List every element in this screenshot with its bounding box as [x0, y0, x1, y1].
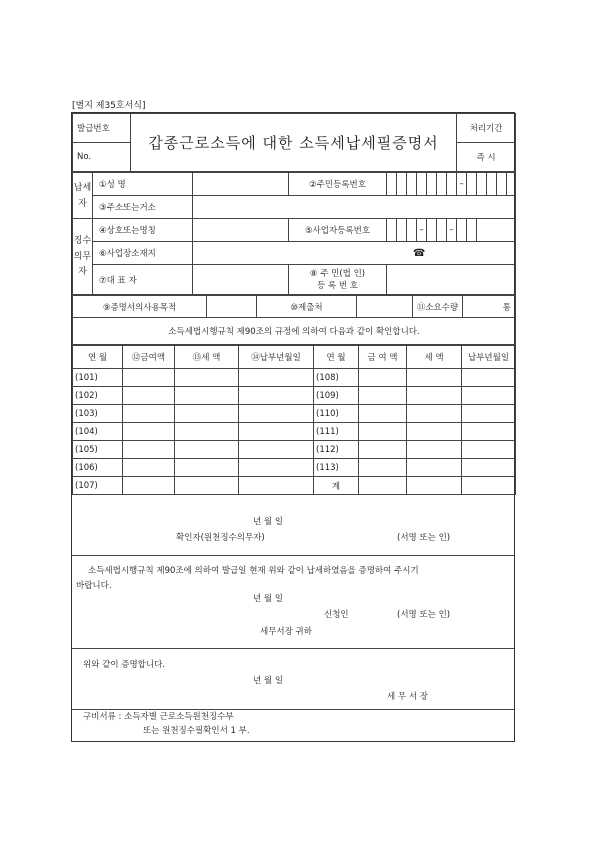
payment-header-5: 금 여 액: [359, 346, 407, 369]
request-text-line1: 소득세법시행규칙 제90조에 의하여 발급일 현재 위와 같이 납세하였음을 증명하여 주시기: [88, 566, 419, 576]
business-location-field[interactable]: [193, 242, 516, 265]
payment-cell[interactable]: [407, 369, 462, 387]
attachments-line1: 구비서류 : 소득자별 근로소득원천징수부: [83, 712, 234, 722]
applicant-label: 신청인: [324, 610, 349, 620]
certificate-form: [71, 112, 515, 742]
payment-cell[interactable]: [123, 387, 175, 405]
form-title: 갑종근로소득에 대한 소득세납세필증명서: [131, 114, 457, 172]
processing-period-label: 처리기간: [457, 114, 516, 143]
company-name-field[interactable]: [193, 219, 289, 242]
row-code-left: (103): [73, 405, 123, 423]
payment-cell[interactable]: [359, 405, 407, 423]
row-code-left: (104): [73, 423, 123, 441]
payment-cell[interactable]: [175, 459, 239, 477]
quantity-unit: 통: [502, 302, 511, 313]
payment-cell[interactable]: [175, 423, 239, 441]
address-label: ③주소또는거소: [93, 196, 193, 219]
payment-cell[interactable]: [359, 459, 407, 477]
payment-cell[interactable]: [123, 441, 175, 459]
payment-cell[interactable]: [239, 405, 314, 423]
row-code-right: (112): [314, 441, 359, 459]
payment-header-6: 세 액: [407, 346, 462, 369]
table-row: [73, 405, 516, 423]
business-number-field[interactable]: – –: [387, 219, 516, 242]
payment-cell[interactable]: [175, 387, 239, 405]
rrn-label: ②주민등록번호: [289, 173, 387, 196]
payment-cell[interactable]: [175, 405, 239, 423]
payment-cell[interactable]: [123, 423, 175, 441]
request-block: [72, 556, 514, 649]
request-text-line2: 바랍니다.: [76, 581, 112, 591]
processing-period-value: 즉 시: [457, 143, 516, 172]
form-header: [72, 113, 516, 172]
tax-office-head: 세 무 서 장: [387, 692, 428, 702]
payment-cell[interactable]: [462, 405, 516, 423]
row-code-right: (109): [314, 387, 359, 405]
representative-rrn-label: ⑧ 주 민(법 인) 등 록 번 호: [289, 265, 387, 295]
row-code-left: (105): [73, 441, 123, 459]
payment-header-0: 연 월: [73, 346, 123, 369]
payment-cell[interactable]: [123, 405, 175, 423]
payment-cell[interactable]: [359, 423, 407, 441]
row-code-right: (111): [314, 423, 359, 441]
confirmer-block: [72, 509, 514, 556]
withholder-side-label: 징수의무자: [73, 219, 93, 295]
request-addressee: 세무서장 귀하: [260, 627, 312, 637]
payment-cell[interactable]: [407, 477, 462, 495]
confirmer-sign: (서명 또는 인): [397, 533, 451, 543]
payment-header-1: ⑫금여액: [123, 346, 175, 369]
row-code-right: 계: [314, 477, 359, 495]
payment-cell[interactable]: [462, 387, 516, 405]
quantity-label: ⑪소요수량: [413, 296, 463, 318]
representative-label: ⑦대 표 자: [93, 265, 193, 295]
taxpayer-side-label: 납세자: [73, 173, 93, 219]
parties-table: [72, 172, 516, 295]
rrn-field[interactable]: –: [387, 173, 516, 196]
payment-cell[interactable]: [407, 441, 462, 459]
submit-to-field[interactable]: [357, 296, 413, 318]
issue-number-label: 발급번호: [73, 114, 131, 143]
payment-cell[interactable]: [462, 459, 516, 477]
request-date: 년 월 일: [253, 594, 284, 604]
payment-header-2: ⑬세 액: [175, 346, 239, 369]
table-row: [73, 387, 516, 405]
row-code-right: (108): [314, 369, 359, 387]
payment-cell[interactable]: [462, 369, 516, 387]
company-name-label: ④상호또는명칭: [93, 219, 193, 242]
row-code-left: (106): [73, 459, 123, 477]
business-location-label: ⑥사업장소재지: [93, 242, 193, 265]
payment-cell[interactable]: [239, 423, 314, 441]
payment-header-3: ⑭납부년월일: [239, 346, 314, 369]
address-field[interactable]: [193, 196, 516, 219]
table-row: [73, 423, 516, 441]
name-label: ①성 명: [93, 173, 193, 196]
confirmer-label: 확인자(원천징수의무자): [176, 533, 265, 543]
payment-header-7: 납부년월일: [462, 346, 516, 369]
purpose-label: ⑨증명서의사용목적: [73, 296, 207, 318]
attachments-block: [72, 710, 514, 741]
payment-cell[interactable]: [462, 477, 516, 495]
payment-cell[interactable]: [359, 369, 407, 387]
representative-rrn-field[interactable]: [387, 265, 516, 295]
payment-table: [72, 345, 516, 495]
row-code-left: (107): [73, 477, 123, 495]
payment-cell[interactable]: [407, 459, 462, 477]
payment-cell[interactable]: [239, 477, 314, 495]
payment-cell[interactable]: [407, 387, 462, 405]
payment-cell[interactable]: [462, 441, 516, 459]
row-code-left: (102): [73, 387, 123, 405]
payment-cell[interactable]: [175, 369, 239, 387]
representative-field[interactable]: [193, 265, 289, 295]
submit-to-label: ⑩제출처: [257, 296, 357, 318]
payment-cell[interactable]: [359, 477, 407, 495]
row-code-right: (110): [314, 405, 359, 423]
payment-header-4: 연 월: [314, 346, 359, 369]
usage-table: [72, 295, 516, 345]
payment-cell[interactable]: [407, 423, 462, 441]
confirmer-date: 년 월 일: [253, 517, 284, 527]
table-row: [73, 441, 516, 459]
form-number-label: [별지 제35호서식]: [72, 101, 146, 111]
payment-cell[interactable]: [123, 459, 175, 477]
quantity-field[interactable]: [463, 296, 516, 318]
payment-cell[interactable]: [175, 441, 239, 459]
attachments-line2: 또는 원천징수필확인서 1 부.: [143, 726, 250, 736]
table-row: [73, 477, 516, 495]
payment-cell[interactable]: [239, 387, 314, 405]
purpose-field[interactable]: [207, 296, 257, 318]
name-field[interactable]: [193, 173, 289, 196]
phone-icon: ☎: [413, 247, 426, 259]
payment-cell[interactable]: [239, 369, 314, 387]
payment-cell[interactable]: [123, 477, 175, 495]
payment-cell[interactable]: [359, 441, 407, 459]
applicant-sign: (서명 또는 인): [397, 610, 451, 620]
payment-cell[interactable]: [239, 441, 314, 459]
certify-block: [72, 649, 514, 710]
payment-cell[interactable]: [175, 477, 239, 495]
payment-cell[interactable]: [462, 423, 516, 441]
certify-text: 위와 같이 증명합니다.: [83, 660, 166, 670]
business-number-label: ⑤사업자등록번호: [289, 219, 387, 242]
payment-cell[interactable]: [123, 369, 175, 387]
payment-cell[interactable]: [239, 459, 314, 477]
row-code-right: (113): [314, 459, 359, 477]
payment-cell[interactable]: [359, 387, 407, 405]
number-label: No.: [73, 143, 131, 172]
confirm-statement: 소득세법시행규칙 제90조의 규정에 의하여 다음과 같이 확인합니다.: [73, 318, 516, 345]
payment-cell[interactable]: [407, 405, 462, 423]
certify-date: 년 월 일: [253, 676, 284, 686]
row-code-left: (101): [73, 369, 123, 387]
table-row: [73, 459, 516, 477]
table-row: [73, 369, 516, 387]
